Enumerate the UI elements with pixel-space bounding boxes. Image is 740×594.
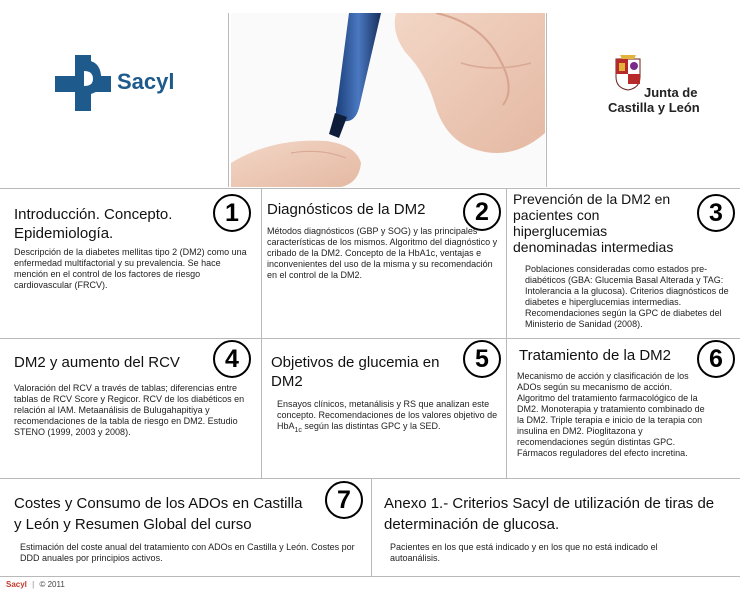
card-description: Estimación del coste anual del tratamiento con ADOs en Castilla y León. Costes por DDD anuales por principios activos. [20, 542, 355, 563]
sacyl-cross-icon [55, 55, 111, 111]
coat-of-arms-icon [614, 55, 642, 91]
course-card-3 [507, 189, 740, 338]
card-description-text-end: según las distintas GPC y la SED. [301, 421, 441, 431]
card-description-text: Ensayos clínicos, metanálisis y RS que analizan este concepto. Recomendaciones de los valores objetivo de HbA [277, 399, 498, 431]
junta-line-1: Junta de [644, 85, 698, 100]
header-divider-1 [228, 13, 229, 187]
card-description: Pacientes en los que está indicado y en los que no está indicado el autoanálisis. [390, 542, 658, 563]
glucometer-photo [231, 13, 545, 187]
card-title: Tratamiento de la DM2 [519, 347, 672, 364]
module-number-badge: 3 [697, 194, 735, 232]
row-divider-4 [0, 576, 740, 577]
card-title: Prevención de la DM2 en pacientes con hiperglucemias denominadas intermedias [513, 191, 674, 255]
sacyl-logo [55, 55, 185, 111]
junta-logo-text [644, 85, 697, 100]
card-description [277, 399, 501, 436]
module-number-badge: 6 [697, 340, 735, 378]
card-description: Valoración del RCV a través de tablas; diferencias entre tablas de RCV Score y Regicor. RCV de los diabéticos en relación al IAM. Metaanálisis de Bulugahapitiya y recomendaciones de la tabla de riesgo en DM2. Estudio STENO (1999, 2003 y 2008). [14, 383, 245, 437]
footer-separator: | [32, 580, 35, 589]
course-card-5 [261, 339, 506, 478]
footer-copyright: © 2011 [39, 580, 65, 589]
card-description: Mecanismo de acción y clasificación de los ADOs según su mecanismo de acción. Algoritmo del tratamiento farmacológico de la DM2. Monoterapia y tratamiento combinado de la DM2. Triple terapia e inicio de la terapia con insulina en DM2. Pioglitazona y recomendaciones según distintas GPC. Fármacos reguladores del efecto incretina. [517, 371, 705, 458]
card-description: Métodos diagnósticos (GBP y SOG) y las principales características de los mismos. Algoritmo del diagnóstico y cribado de la DM2. Concepto de la HbA1c, ventajas e inconvenientes del uso de la misma y su recomendación en el control de la DM2. [267, 226, 498, 280]
card-title: Introducción. Concepto. Epidemiología. [14, 206, 173, 242]
card-title: Costes y Consumo de los ADOs en Castilla y León y Resumen Global del curso [14, 495, 303, 533]
header-row [0, 0, 740, 190]
card-description: Descripción de la diabetes mellitas tipo 2 (DM2) como una enfermedad multifactorial y su prevalencia. Se hace mención en el control de los factores de riesgo cardiovascular (FRCV). [14, 247, 247, 290]
hba1c-subscript: 1c [294, 426, 302, 434]
annex-card [372, 479, 740, 576]
module-number-badge: 2 [463, 193, 501, 231]
module-number-badge: 5 [463, 340, 501, 378]
course-card-1 [0, 189, 261, 338]
footer [6, 580, 65, 590]
card-title: Diagnósticos de la DM2 [267, 201, 426, 218]
card-title: Objetivos de glucemia en DM2 [271, 354, 440, 390]
card-title: Anexo 1.- Criterios Sacyl de utilización de tiras de determinación de glucosa. [384, 495, 715, 533]
module-number-badge: 7 [325, 481, 363, 519]
junta-line-2: Castilla y León [608, 100, 700, 115]
course-card-4 [0, 339, 261, 478]
module-number-badge: 1 [213, 194, 251, 232]
course-card-6 [507, 339, 740, 478]
course-card-7 [0, 479, 371, 576]
footer-brand: Sacyl [6, 580, 27, 589]
course-card-2 [261, 189, 506, 338]
header-divider-2 [546, 13, 547, 187]
junta-logo [606, 55, 716, 117]
card-title: DM2 y aumento del RCV [14, 354, 180, 371]
card-description: Poblaciones consideradas como estados pre-diabéticos (GBA: Glucemia Basal Alterada y TAG: Intolerancia a la glucosa). Criterios diagnósticos de diabetes e hiperglucemias intermedias. Recomendaciones según la GPC de diabetes del Ministerio de Sanidad (2008). [525, 264, 729, 329]
module-number-badge: 4 [213, 340, 251, 378]
sacyl-logo-text: Sacyl [117, 69, 175, 94]
